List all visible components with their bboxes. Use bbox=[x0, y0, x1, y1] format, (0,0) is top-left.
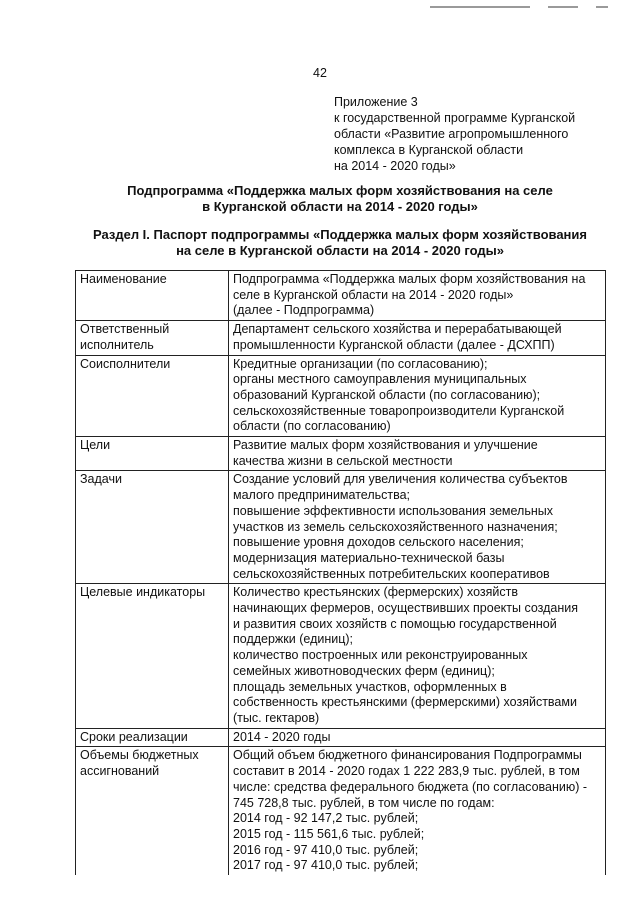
row-label-line: Цели bbox=[80, 438, 111, 453]
table-row bbox=[76, 355, 606, 437]
row-value-line: области (по согласованию) bbox=[233, 419, 391, 434]
subprogram-title bbox=[40, 183, 640, 215]
table-row bbox=[76, 471, 606, 584]
row-label-line: Объемы бюджетных bbox=[80, 748, 199, 763]
row-value-line: Создание условий для увеличения количества субъектов bbox=[233, 472, 568, 487]
row-value-line: образований Курганской области (по согласованию); bbox=[233, 387, 541, 402]
row-label-line: Наименование bbox=[80, 272, 167, 286]
row-value-line: органы местного самоуправления муниципальных bbox=[233, 372, 527, 387]
row-value-line: составит в 2014 - 2020 годах 1 222 283,9 тыс. рублей, в том bbox=[233, 764, 580, 779]
appendix-line: области «Развитие агропромышленного bbox=[334, 127, 569, 141]
row-value-line: сельскохозяйственные товаропроизводители Курганской bbox=[233, 403, 565, 418]
row-label-line: Целевые индикаторы bbox=[80, 585, 206, 600]
appendix-line: комплекса в Курганской области bbox=[334, 143, 524, 157]
scan-mark bbox=[548, 6, 578, 8]
row-value-line: поддержки (единиц); bbox=[233, 632, 354, 647]
row-value-line: 2014 - 2020 годы bbox=[233, 729, 331, 744]
row-value-line: количество построенных или реконструированных bbox=[233, 648, 528, 663]
row-value-line: площадь земельных участков, оформленных в bbox=[233, 679, 507, 694]
row-label-cell bbox=[76, 471, 229, 584]
appendix-line: к государственной программе Курганской bbox=[334, 111, 576, 125]
row-label-line: Задачи bbox=[80, 472, 122, 487]
section-title bbox=[40, 227, 640, 259]
row-value-line: начинающих фермеров, осуществивших проекты создания bbox=[233, 601, 579, 616]
row-value-line: Департамент сельского хозяйства и перерабатывающей bbox=[233, 322, 562, 337]
row-value-line: семейных животноводческих ферм (единиц); bbox=[233, 663, 495, 678]
passport-table-body bbox=[76, 271, 606, 876]
table-row bbox=[76, 584, 606, 728]
row-value-line: Кредитные организации (по согласованию); bbox=[233, 356, 488, 371]
row-value-line: (тыс. гектаров) bbox=[233, 710, 320, 725]
row-value-line: промышленности Курганской области (далее - ДСХПП) bbox=[233, 337, 555, 352]
row-value-cell bbox=[229, 271, 606, 321]
row-label-cell bbox=[76, 321, 229, 355]
row-label-line: Ответственный bbox=[80, 322, 170, 337]
row-value-line: повышение эффективности использования земельных bbox=[233, 503, 554, 518]
row-value-cell bbox=[229, 471, 606, 584]
row-label-cell bbox=[76, 747, 229, 875]
scan-mark bbox=[596, 6, 608, 8]
appendix-note bbox=[334, 94, 634, 174]
section-title-line: Раздел I. Паспорт подпрограммы «Поддержка малых форм хозяйствования bbox=[92, 227, 587, 242]
scan-mark bbox=[430, 6, 530, 8]
row-label-cell bbox=[76, 355, 229, 437]
row-value-cell bbox=[229, 437, 606, 471]
row-value-line: селе в Курганской области на 2014 - 2020 годы» bbox=[233, 287, 514, 302]
row-value-line: Подпрограмма «Поддержка малых форм хозяйствования на bbox=[233, 272, 586, 286]
row-value-line: и развития своих хозяйств с помощью государственной bbox=[233, 616, 557, 631]
row-value-line: 2016 год - 97 410,0 тыс. рублей; bbox=[233, 842, 419, 857]
row-value-cell bbox=[229, 584, 606, 728]
row-value-line: числе: средства федерального бюджета (по согласованию) - bbox=[233, 779, 588, 794]
row-value-line: собственность крестьянскими (фермерскими) хозяйствами bbox=[233, 695, 577, 710]
row-value-cell bbox=[229, 728, 606, 747]
row-value-line: 2017 год - 97 410,0 тыс. рублей; bbox=[233, 858, 419, 873]
row-label-cell bbox=[76, 437, 229, 471]
row-value-cell bbox=[229, 355, 606, 437]
row-label-line: ассигнований bbox=[80, 764, 160, 779]
row-label-cell bbox=[76, 728, 229, 747]
row-value-line: 2014 год - 92 147,2 тыс. рублей; bbox=[233, 811, 419, 826]
page-number: 42 bbox=[313, 66, 327, 80]
row-label-cell bbox=[76, 271, 229, 321]
appendix-line: на 2014 - 2020 годы» bbox=[334, 159, 456, 173]
row-value-line: Общий объем бюджетного финансирования Подпрограммы bbox=[233, 748, 582, 763]
row-value-line: качества жизни в сельской местности bbox=[233, 453, 453, 468]
row-value-line: малого предпринимательства; bbox=[233, 488, 411, 503]
table-row bbox=[76, 747, 606, 875]
row-label-line: Сроки реализации bbox=[80, 729, 188, 744]
row-value-cell bbox=[229, 747, 606, 875]
row-value-cell bbox=[229, 321, 606, 355]
appendix-line: Приложение 3 bbox=[334, 95, 418, 109]
table-row bbox=[76, 271, 606, 321]
table-row bbox=[76, 437, 606, 471]
table-row bbox=[76, 321, 606, 355]
row-label-line: Соисполнители bbox=[80, 356, 171, 371]
title-line: в Курганской области на 2014 - 2020 годы» bbox=[202, 199, 478, 214]
row-label-cell bbox=[76, 584, 229, 728]
row-value-line: повышение уровня доходов сельского населения; bbox=[233, 535, 524, 550]
row-value-line: сельскохозяйственных потребительских кооперативов bbox=[233, 566, 550, 581]
row-value-line: (далее - Подпрограмма) bbox=[233, 303, 375, 318]
row-value-line: Количество крестьянских (фермерских) хозяйств bbox=[233, 585, 519, 600]
row-value-line: 2015 год - 115 561,6 тыс. рублей; bbox=[233, 826, 425, 841]
section-title-line: на селе в Курганской области на 2014 - 2020 годы» bbox=[176, 243, 504, 258]
title-line: Подпрограмма «Поддержка малых форм хозяйствования на селе bbox=[127, 183, 553, 198]
row-value-line: 745 728,8 тыс. рублей, в том числе по годам: bbox=[233, 795, 495, 810]
row-value-line: модернизация материально-технической базы bbox=[233, 550, 505, 565]
passport-table bbox=[75, 270, 606, 875]
row-value-line: участков из земель сельскохозяйственного назначения; bbox=[233, 519, 558, 534]
row-label-line: исполнитель bbox=[80, 337, 154, 352]
row-value-line: Развитие малых форм хозяйствования и улучшение bbox=[233, 438, 538, 453]
table-row bbox=[76, 728, 606, 747]
